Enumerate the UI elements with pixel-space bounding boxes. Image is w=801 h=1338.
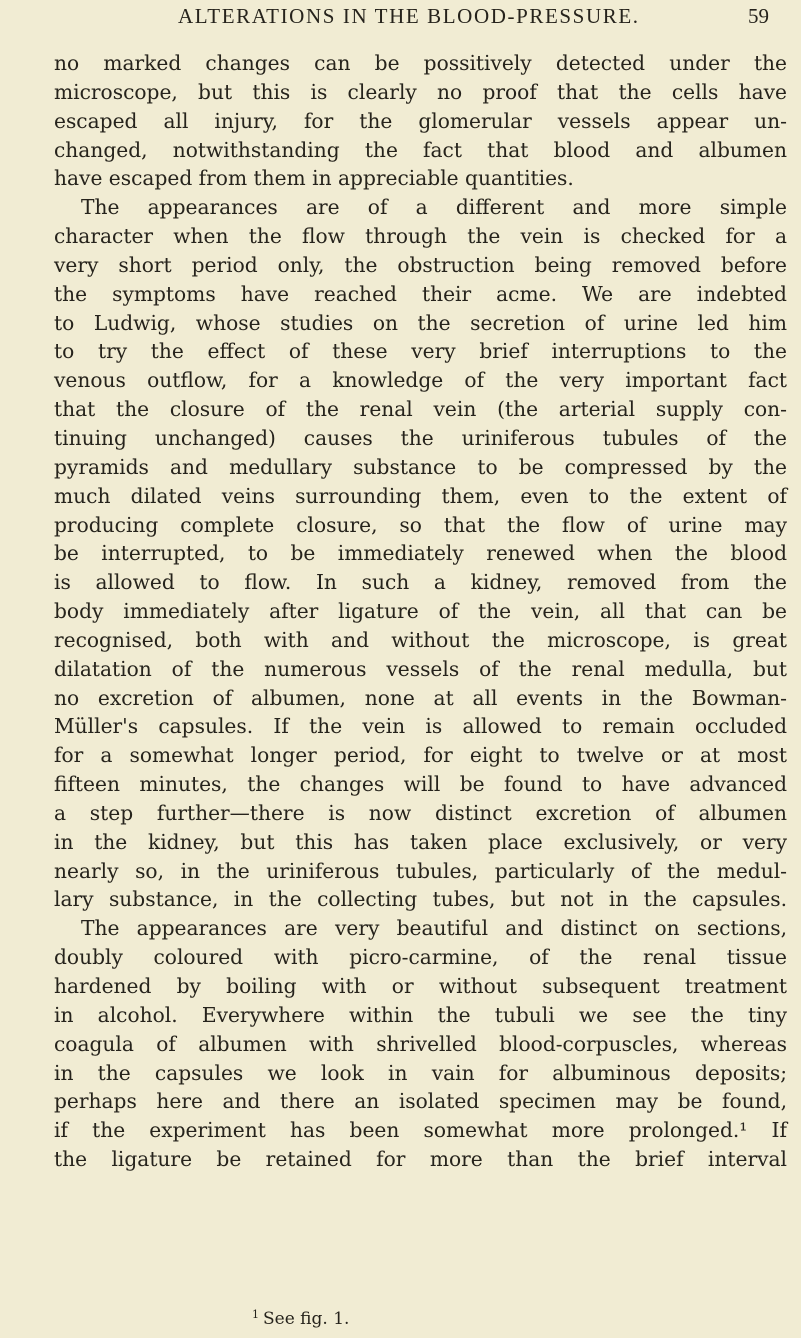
text-line: producing complete closure, so that the flow of urine may <box>54 512 787 537</box>
text-line: pyramids and medullary substance to be compressed by the <box>54 454 787 479</box>
text-line: to Ludwig, whose studies on the secretion of urine led him <box>54 310 787 335</box>
text-line: The appearances are of a different and more simple <box>81 195 787 220</box>
running-title: ALTERATIONS IN THE BLOOD-PRESSURE. <box>178 4 640 28</box>
text-line: character when the flow through the vein is checked for a <box>54 224 787 249</box>
text-line: tinuing unchanged) causes the uriniferous tubules of the <box>54 425 787 450</box>
footnote-text: See fig. 1. <box>263 1309 350 1329</box>
text-line: in the capsules we look in vain for albuminous deposits; <box>54 1060 787 1085</box>
text-line: be interrupted, to be immediately renewed when the blood <box>54 541 787 566</box>
text-line: for a somewhat longer period, for eight to twelve or at most <box>54 743 787 768</box>
text-line: lary substance, in the collecting tubes, but not in the capsules. <box>54 887 787 912</box>
text-line: have escaped from them in appreciable quantities. <box>54 166 574 191</box>
text-line: The appearances are very beautiful and distinct on sections, <box>81 916 787 941</box>
body-text <box>54 49 787 1174</box>
text-line: Müller's capsules. If the vein is allowed to remain occluded <box>54 714 787 739</box>
text-line: a step further—there is now distinct excretion of albumen <box>54 800 787 825</box>
text-line: very short period only, the obstruction being removed before <box>54 252 787 277</box>
text-line: nearly so, in the uriniferous tubules, particularly of the medul- <box>54 858 787 883</box>
text-line: fifteen minutes, the changes will be found to have advanced <box>54 772 787 797</box>
text-line: doubly coloured with picro-carmine, of the renal tissue <box>54 945 787 970</box>
text-line: no excretion of albumen, none at all events in the Bowman- <box>54 685 787 710</box>
text-line: body immediately after ligature of the vein, all that can be <box>54 599 787 624</box>
text-line: the symptoms have reached their acme. We are indebted <box>54 281 787 306</box>
footnote <box>252 1304 349 1330</box>
text-line: perhaps here and there an isolated specimen may be found, <box>54 1089 787 1114</box>
text-line: coagula of albumen with shrivelled blood-corpuscles, whereas <box>54 1031 787 1056</box>
text-line: dilatation of the numerous vessels of the renal medulla, but <box>54 656 787 681</box>
text-line: that the closure of the renal vein (the arterial supply con- <box>54 397 787 422</box>
text-line: in the kidney, but this has taken place exclusively, or very <box>54 829 787 854</box>
running-head <box>0 1 801 31</box>
text-line: hardened by boiling with or without subsequent treatment <box>54 974 787 998</box>
text-line: in alcohol. Everywhere within the tubuli we see the tiny <box>54 1002 787 1027</box>
text-line: to try the effect of these very brief interruptions to the <box>54 339 787 364</box>
text-line: recognised, both with and without the microscope, is great <box>54 627 787 652</box>
text-line: much dilated veins surrounding them, even to the extent of <box>54 483 787 508</box>
text-line: if the experiment has been somewhat more prolonged.¹ If <box>54 1118 787 1143</box>
text-line: no marked changes can be possitively detected under the <box>54 51 787 75</box>
footnote-marker: 1 <box>252 1308 259 1321</box>
text-line: is allowed to flow. In such a kidney, removed from the <box>54 570 787 595</box>
text-line: escaped all injury, for the glomerular vessels appear un- <box>54 108 787 133</box>
text-line: the ligature be retained for more than the brief interval <box>54 1147 787 1172</box>
text-line: changed, notwithstanding the fact that blood and albumen <box>54 137 787 162</box>
text-line: microscope, but this is clearly no proof that the cells have <box>54 79 787 104</box>
text-line: venous outflow, for a knowledge of the very important fact <box>54 368 787 393</box>
page-number: 59 <box>748 4 769 28</box>
